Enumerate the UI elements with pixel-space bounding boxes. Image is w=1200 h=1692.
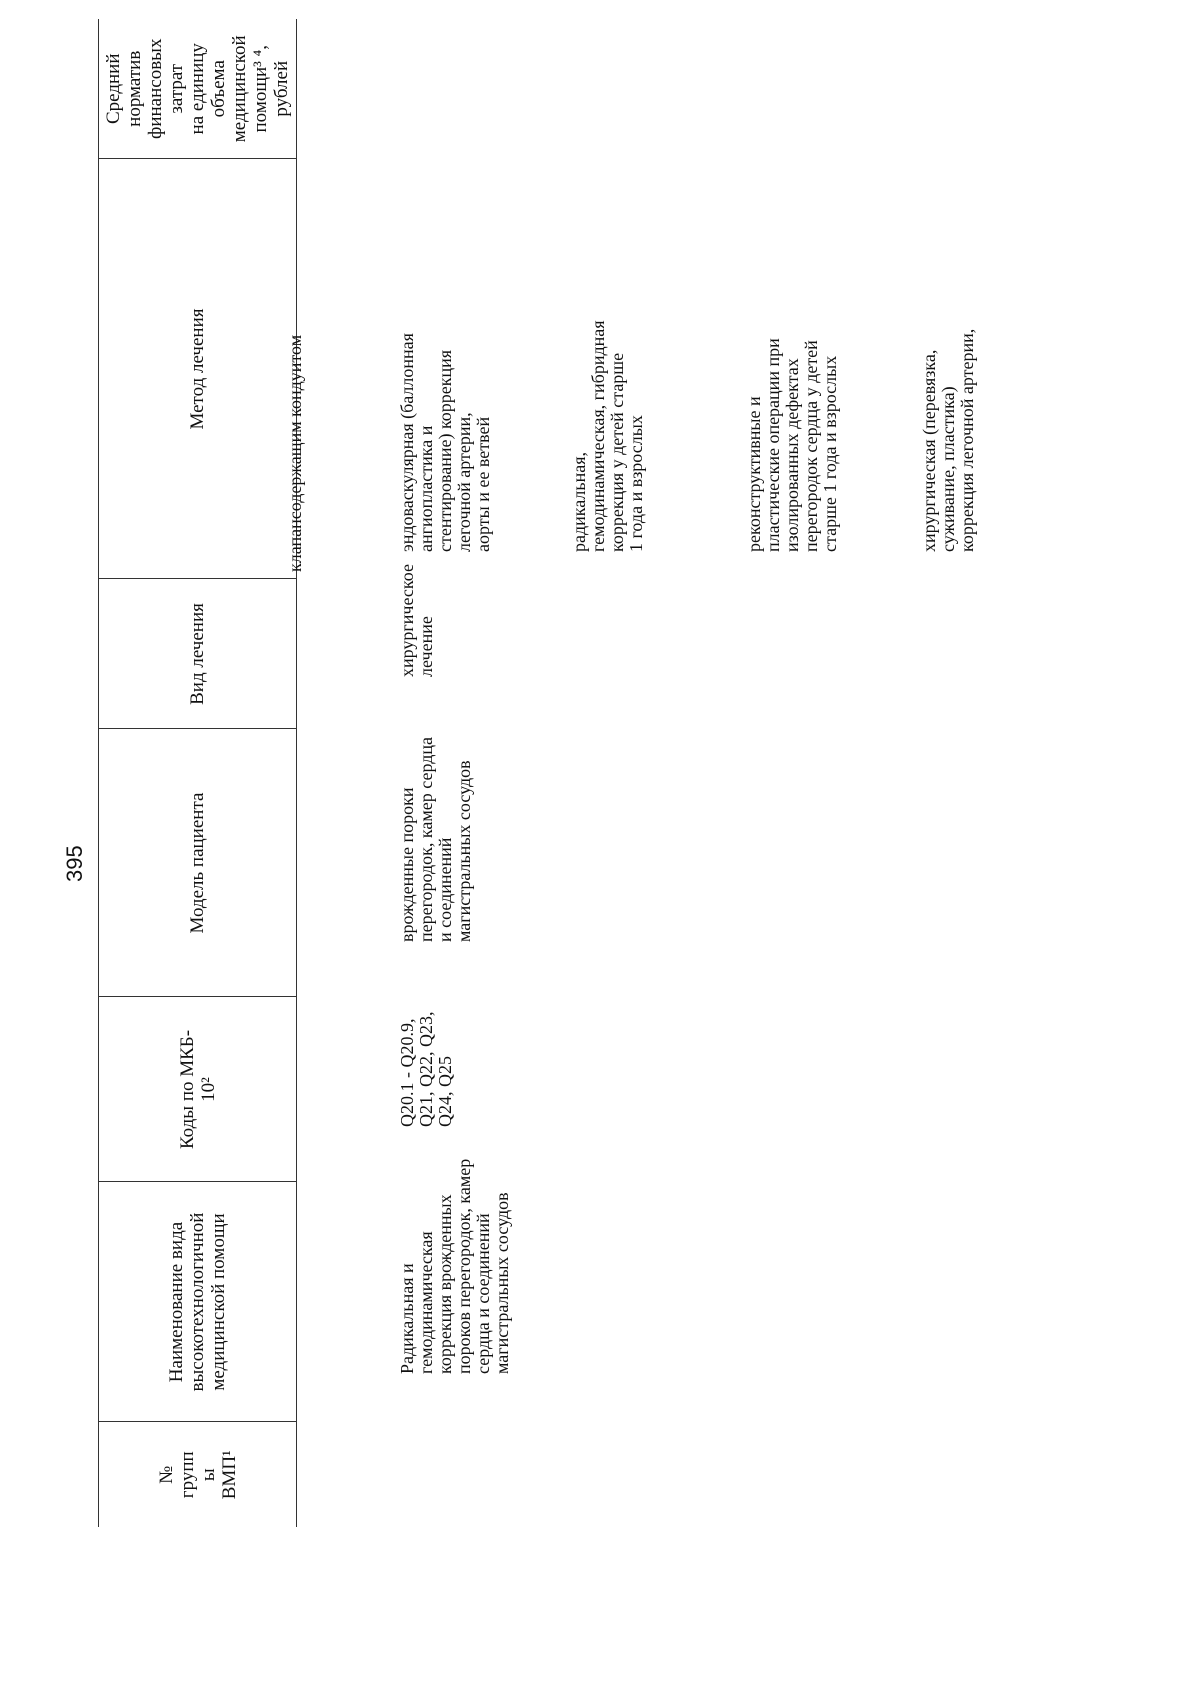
header-patient-model: Модель пациента (99, 729, 297, 997)
header-treatment-type: Вид лечения (99, 579, 297, 729)
patient-model-value: врожденные пороки перегородок, камер сердца и соединений магистральных сосудов (397, 736, 474, 942)
treatment-type-value: хирургическое лечение (397, 564, 436, 677)
method-continuation-text: клапансодержащим кондуитом (285, 334, 305, 572)
header-cost-standard: Средний норматив финансовых затрат на единицу объема медицинской помощи³ ⁴, рублей (99, 19, 297, 159)
treatment-method-1: эндоваскулярная (баллонная ангиопластика и стентирование) коррекция легочной артерии, аорты и ее ветвей (397, 333, 493, 552)
header-row (99, 19, 297, 1527)
vmp-group-name: Радикальная и гемодинамическая коррекция врожденных пороков перегородок, камер сердца и соединений магистральных сосудов (397, 1158, 512, 1374)
icd-codes-value: Q20.1 - Q20.9, Q21, Q22, Q23, Q24, Q25 (397, 1011, 455, 1127)
header-icd-codes: Коды по МКБ- 10² (99, 997, 297, 1182)
treatment-method-4: хирургическая (перевязка, суживание, пластика) коррекция легочной артерии, (919, 328, 977, 552)
treatment-method-2: радикальная, гемодинамическая, гибридная коррекция у детей старше 1 года и взрослых (569, 320, 646, 552)
header-vmp-name: Наименование вида высокотехнологичной медицинской помощи (99, 1182, 297, 1422)
treatment-method-3: реконструктивные и пластические операции при изолированных дефектах перегородок сердца у детей старше 1 года и взрослых (744, 338, 840, 552)
header-group-number: № групп ы ВМП¹ (99, 1422, 297, 1527)
header-treatment-method: Метод лечения (99, 159, 297, 579)
table-header (98, 19, 297, 1527)
page-number: 395 (62, 845, 87, 882)
